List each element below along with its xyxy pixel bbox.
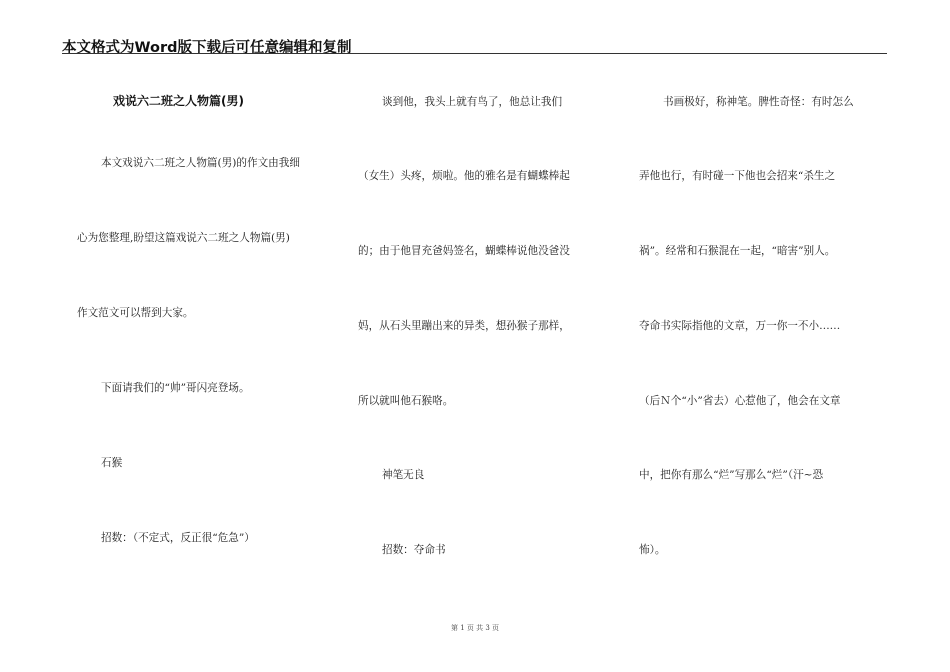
column-1-line: 下面请我们的“帅”哥闪亮登场。	[101, 382, 250, 394]
column-2-line: 招数：夺命书	[382, 544, 446, 556]
column-3-line: （后Ｎ个“小”省去）心惹他了，他会在文章	[639, 395, 841, 407]
column-2-line: （女生）头疼，烦啦。他的雅名是有蝴蝶棒起	[358, 170, 570, 182]
column-2-line: 所以就叫他石猴咯。	[358, 395, 454, 407]
column-3-line: 怖）。	[639, 544, 666, 556]
column-1-line: 招数：（不定式，反正很“危急”）	[101, 532, 255, 544]
page-number: 第 1 页 共 3 页	[450, 624, 500, 632]
column-1-line: 本文戏说六二班之人物篇(男)的作文由我细	[101, 157, 300, 169]
column-1-line: 作文范文可以帮到大家。	[77, 307, 194, 319]
column-3-line: 祸”。经常和石猴混在一起，“暗害”别人。	[639, 245, 836, 257]
column-3-line: 夺命书实际指他的文章，万一你一不小……	[639, 320, 841, 332]
document-title: 戏说六二班之人物篇(男)	[113, 94, 244, 108]
column-2-line: 神笔无良	[382, 469, 425, 481]
column-3-line: 弄他也行，有时碰一下他也会招来“杀生之	[639, 170, 836, 182]
column-2-line: 妈，从石头里蹦出来的异类，想孙猴子那样，	[358, 320, 570, 332]
column-2-line: 谈到他，我头上就有鸟了，他总让我们	[382, 96, 563, 108]
column-1-line: 石猴	[101, 457, 123, 469]
header-title: 本文格式为Word版下载后可任意编辑和复制	[62, 40, 352, 56]
column-3-line: 书画极好，称神笔。脾性奇怪：有时怎么	[663, 96, 854, 108]
column-3-line: 中，把你有那么“烂”写那么“烂”（汗~恐	[639, 469, 824, 481]
header-divider	[62, 53, 887, 54]
column-1-line: 心为您整理,盼望这篇戏说六二班之人物篇(男)	[77, 232, 290, 244]
column-2-line: 的；由于他冒充爸妈签名，蝴蝶棒说他没爸没	[358, 245, 570, 257]
